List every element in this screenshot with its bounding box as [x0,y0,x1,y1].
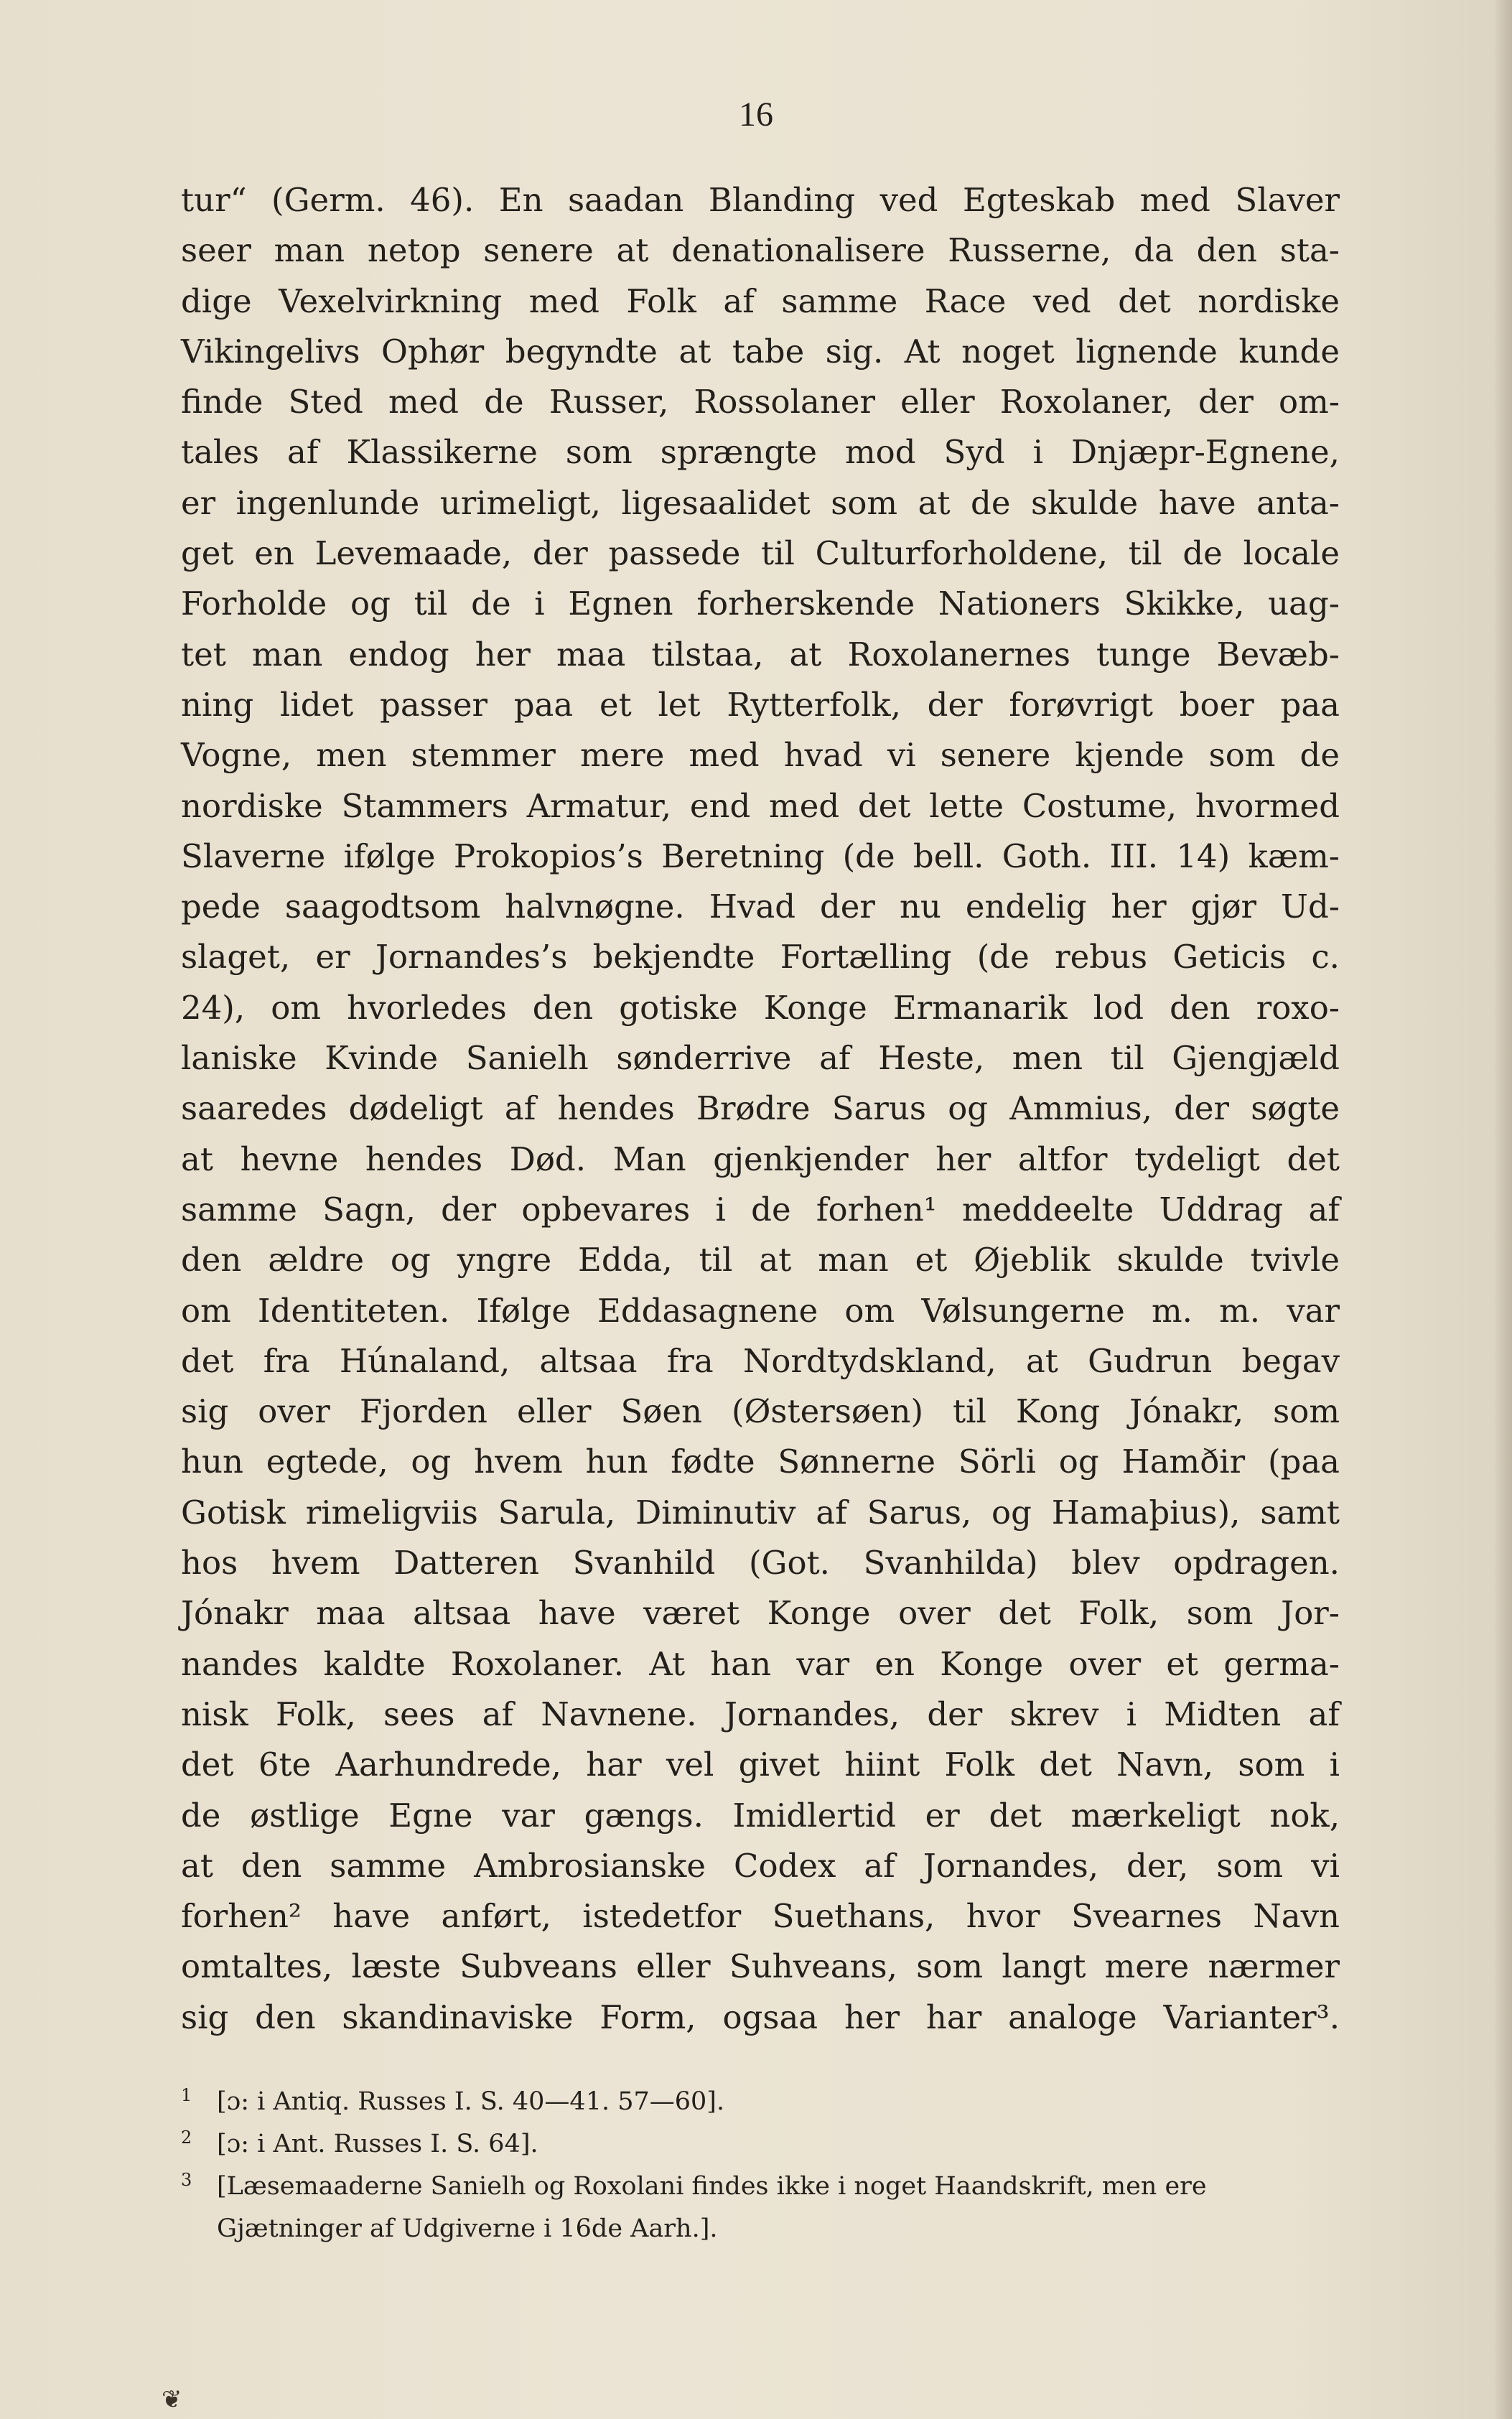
text-line: forhen² have anført, istedetfor Suethans, hvor Svearnes Navn [181,1897,1340,1936]
text-line: seer man netop senere at denationalisere Russerne, da den sta- [181,231,1340,270]
footnote-text: [Læsemaaderne Sanielh og Roxolani findes ikke i noget Haandskrift, men ere [217,2172,1207,2201]
text-line: Slaverne ifølge Prokopios’s Beretning (de bell. Goth. III. 14) kæm- [181,836,1340,875]
fleuron-icon: ❦ [162,2385,182,2414]
text-line: hun egtede, og hvem hun fødte Sønnerne Sörli og Hamðir (paa [181,1442,1340,1481]
page-number: 16 [739,95,773,134]
text-line: sig over Fjorden eller Søen (Østersøen) til Kong Jónakr, som [181,1392,1340,1431]
footnote-mark: 3 [181,2170,192,2190]
text-line: finde Sted med de Russer, Rossolaner eller Roxolaner, der om- [181,383,1340,421]
text-line: at den samme Ambrosianske Codex af Jornandes, der, som vi [181,1846,1340,1885]
text-line: den ældre og yngre Edda, til at man et Øjeblik skulde tvivle [181,1241,1340,1280]
text-line: nisk Folk, sees af Navnene. Jornandes, der skrev i Midten af [181,1695,1340,1733]
text-line: laniske Kvinde Sanielh sønderrive af Heste, men til Gjengjæld [181,1039,1340,1078]
text-line: samme Sagn, der opbevares i de forhen¹ meddeelte Uddrag af [181,1190,1340,1229]
footnote-mark: 1 [181,2085,192,2105]
footnote-mark: 2 [181,2127,192,2148]
text-line: tur“ (Germ. 46). En saadan Blanding ved Egteskab med Slaver [181,181,1340,219]
text-line: Forholde og til de i Egnen forherskende Nationers Skikke, uag- [181,584,1340,623]
text-line: get en Levemaade, der passede til Culturforholdene, til de locale [181,534,1340,573]
text-line: omtaltes, læste Subveans eller Suhveans, som langt mere nærmer [181,1947,1340,1986]
text-line: ning lidet passer paa et let Rytterfolk, der forøvrigt boer paa [181,685,1340,724]
text-line: Vikingelivs Ophør begyndte at tabe sig. At noget lignende kunde [181,332,1340,370]
text-line: Vogne, men stemmer mere med hvad vi senere kjende som de [181,736,1340,775]
footnote-text: [ɔ: i Antiq. Russes I. S. 40—41. 57—60]. [217,2087,725,2116]
text-line: de østlige Egne var gængs. Imidlertid er det mærkeligt nok, [181,1796,1340,1835]
text-line: nandes kaldte Roxolaner. At han var en Konge over et germa- [181,1644,1340,1683]
text-line: Gotisk rimeligviis Sarula, Diminutiv af Sarus, og Hamaþius), samt [181,1493,1340,1532]
text-line: er ingenlunde urimeligt, ligesaalidet som at de skulde have anta- [181,483,1340,522]
text-line: tet man endog her maa tilstaa, at Roxolanernes tunge Bevæb- [181,635,1340,674]
body-text [181,175,1340,2043]
text-line: hos hvem Datteren Svanhild (Got. Svanhilda) blev opdragen. [181,1544,1340,1583]
text-line: det fra Húnaland, altsaa fra Nordtydskland, at Gudrun begav [181,1341,1340,1380]
text-line: det 6te Aarhundrede, har vel givet hiint Folk det Navn, som i [181,1745,1340,1784]
footnote [181,2123,1340,2166]
text-line: 24), om hvorledes den gotiske Konge Ermanarik lod den roxo- [181,988,1340,1027]
footnote [181,2081,1340,2123]
text-line: saaredes dødeligt af hendes Brødre Sarus og Ammius, der søgte [181,1089,1340,1128]
footnote-continuation: Gjætninger af Udgiverne i 16de Aarh.]. [217,2214,718,2243]
text-line: dige Vexelvirkning med Folk af samme Race ved det nordiske [181,281,1340,320]
text-line: Jónakr maa altsaa have været Konge over det Folk, som Jor- [181,1594,1340,1633]
text-line: pede saagodtsom halvnøgne. Hvad der nu endelig her gjør Ud- [181,887,1340,926]
page-edge-shadow [1493,0,1512,2419]
text-line: tales af Klassikerne som sprængte mod Syd i Dnjæpr-Egnene, [181,433,1340,472]
text-line: om Identiteten. Ifølge Eddasagnene om Vølsungerne m. m. var [181,1291,1340,1330]
text-line: sig den skandinaviske Form, ogsaa her har analoge Varianter³. [181,1998,1340,2036]
footnote [181,2166,1340,2208]
text-line: nordiske Stammers Armatur, end med det lette Costume, hvormed [181,786,1340,825]
text-line: slaget, er Jornandes’s bekjendte Fortælling (de rebus Geticis c. [181,938,1340,977]
footnote-text: [ɔ: i Ant. Russes I. S. 64]. [217,2130,538,2158]
footnotes [181,2081,1340,2250]
text-line: at hevne hendes Død. Man gjenkjender her altfor tydeligt det [181,1139,1340,1178]
